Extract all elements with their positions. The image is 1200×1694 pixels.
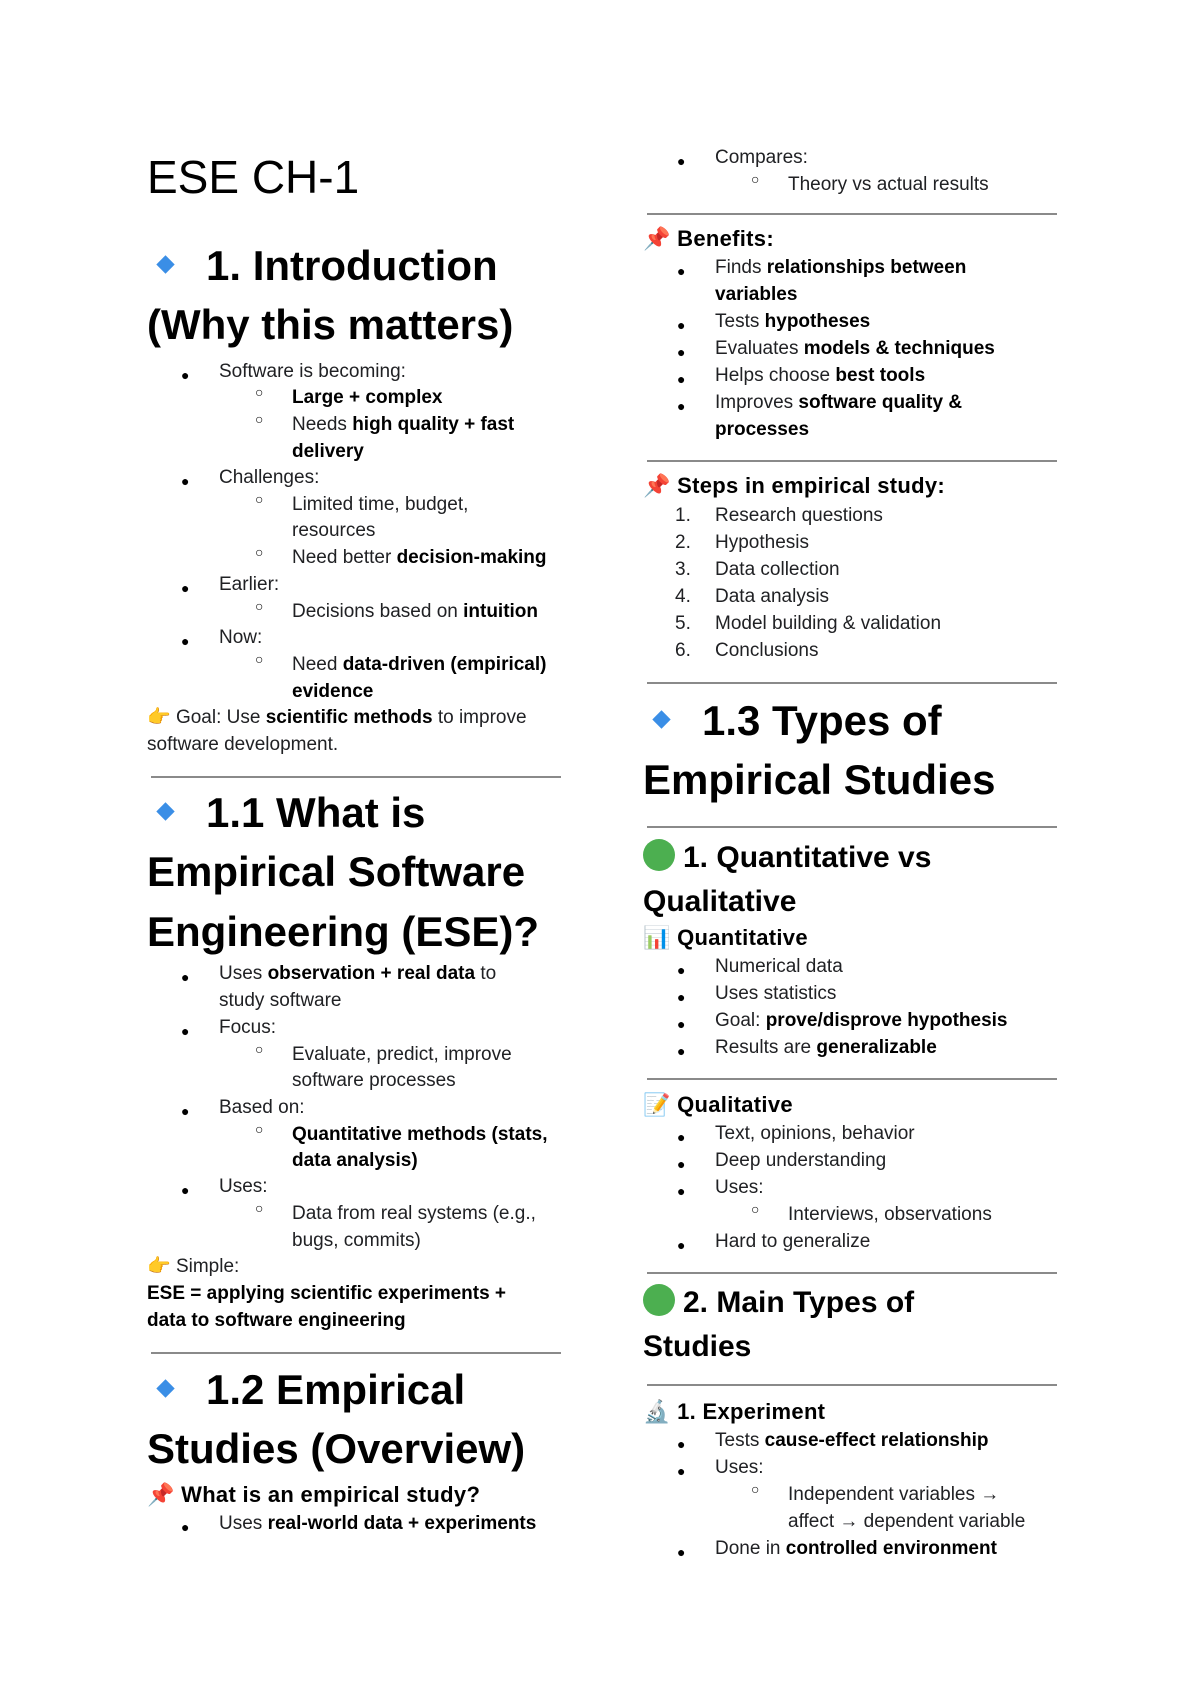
- bullet: ●: [677, 263, 686, 279]
- qual-heading: 📝 Qualitative: [643, 1092, 793, 1118]
- green-circle-icon: [643, 1284, 675, 1316]
- list-item: Limited time, budget,: [292, 494, 469, 515]
- list-item-cont: variables: [715, 284, 798, 305]
- bullet: ●: [181, 473, 190, 489]
- bullet: ●: [677, 1544, 686, 1560]
- main-types-heading-line2: Studies: [643, 1330, 752, 1363]
- divider: [647, 682, 1057, 684]
- bar-chart-icon: 📊: [643, 926, 671, 951]
- list-item: Needs high quality + fast: [292, 414, 515, 435]
- bullet: ●: [677, 1016, 686, 1032]
- step-number: 1.: [675, 505, 691, 526]
- sub-bullet: ○: [751, 1201, 760, 1217]
- bullet: ●: [181, 1023, 190, 1039]
- intro-heading-line2: (Why this matters): [147, 301, 514, 348]
- list-item: Compares:: [715, 147, 808, 168]
- s12-heading-line2: Studies (Overview): [147, 1425, 526, 1472]
- steps-heading: 📌 Steps in empirical study:: [643, 473, 946, 499]
- list-item-cont: study software: [219, 990, 342, 1011]
- s13-heading: 1.3 Types of: [643, 691, 942, 751]
- list-item: Tests hypotheses: [715, 311, 871, 332]
- bullet: ●: [677, 317, 686, 333]
- list-item-cont: affect → dependent variable: [788, 1511, 1026, 1532]
- step-number: 5.: [675, 613, 691, 634]
- list-item-cont: delivery: [292, 441, 364, 462]
- pointing-hand-icon: 👉: [147, 706, 171, 728]
- pushpin-icon: 📌: [147, 1483, 175, 1508]
- step-number: 4.: [675, 586, 691, 607]
- bullet: ●: [181, 1182, 190, 1198]
- bullet: ●: [677, 1463, 686, 1479]
- list-item: Finds relationships between: [715, 257, 967, 278]
- sub-bullet: ○: [255, 411, 264, 427]
- list-item: Theory vs actual results: [788, 174, 989, 195]
- divider: [647, 213, 1057, 215]
- list-item: Evaluates models & techniques: [715, 338, 995, 359]
- list-item: Uses observation + real data to: [219, 963, 497, 984]
- list-item: Need better decision-making: [292, 547, 547, 568]
- sub-bullet: ○: [255, 1121, 264, 1137]
- divider: [647, 826, 1057, 828]
- list-item: Decisions based on intuition: [292, 601, 539, 622]
- divider: [647, 1272, 1057, 1274]
- bullet: ●: [181, 580, 190, 596]
- sub-bullet: ○: [255, 491, 264, 507]
- list-item: Uses:: [715, 1457, 764, 1478]
- goal-text-line2: software development.: [147, 734, 339, 755]
- qv-heading: 1. Quantitative vs: [643, 836, 931, 880]
- pointing-hand-icon: 👉: [147, 1255, 171, 1277]
- list-item: Text, opinions, behavior: [715, 1123, 915, 1144]
- sub-bullet: ○: [255, 544, 264, 560]
- bullet: ●: [181, 969, 190, 985]
- list-item: Data from real systems (e.g.,: [292, 1203, 536, 1224]
- list-item: Done in controlled environment: [715, 1538, 997, 1559]
- sub-bullet: ○: [751, 1481, 760, 1497]
- bullet: ●: [677, 1436, 686, 1452]
- bullet: ●: [677, 371, 686, 387]
- s12-heading: 1.2 Empirical: [147, 1360, 465, 1420]
- list-item: Uses:: [219, 1176, 268, 1197]
- list-item: Hard to generalize: [715, 1231, 871, 1252]
- sub-bullet: ○: [255, 384, 264, 400]
- bullet: ●: [677, 1237, 686, 1253]
- memo-icon: 📝: [643, 1093, 671, 1118]
- s11-heading: 1.1 What is: [147, 783, 425, 843]
- simple-definition: ESE = applying scientific experiments +: [147, 1283, 507, 1304]
- list-item: Earlier:: [219, 574, 280, 595]
- bullet: ●: [181, 1519, 190, 1535]
- step-item: Data collection: [715, 559, 840, 580]
- step-item: Hypothesis: [715, 532, 809, 553]
- benefits-heading: 📌 Benefits:: [643, 226, 774, 252]
- step-item: Research questions: [715, 505, 883, 526]
- list-item: Large + complex: [292, 387, 443, 408]
- microscope-icon: 🔬: [643, 1400, 671, 1425]
- step-number: 2.: [675, 532, 691, 553]
- s13-heading-line2: Empirical Studies: [643, 756, 996, 803]
- divider: [647, 1384, 1057, 1386]
- list-item: Goal: prove/disprove hypothesis: [715, 1010, 1008, 1031]
- list-item-cont: bugs, commits): [292, 1230, 421, 1251]
- list-item-cont: resources: [292, 520, 376, 541]
- bullet: ●: [677, 989, 686, 1005]
- list-item: Evaluate, predict, improve: [292, 1044, 512, 1065]
- diamond-icon: [156, 1380, 174, 1398]
- sub-bullet: ○: [751, 171, 760, 187]
- sub-bullet: ○: [255, 651, 264, 667]
- list-item: Interviews, observations: [788, 1204, 992, 1225]
- step-item: Data analysis: [715, 586, 830, 607]
- bullet: ●: [677, 153, 686, 169]
- divider: [647, 460, 1057, 462]
- sub-bullet: ○: [255, 598, 264, 614]
- bullet: ●: [181, 633, 190, 649]
- bullet: ●: [181, 367, 190, 383]
- sub-bullet: ○: [255, 1200, 264, 1216]
- s11-heading-line3: Engineering (ESE)?: [147, 908, 540, 955]
- list-item: Deep understanding: [715, 1150, 887, 1171]
- green-circle-icon: [643, 839, 675, 871]
- pushpin-icon: 📌: [643, 474, 671, 499]
- divider: [151, 776, 561, 778]
- bullet: ●: [677, 1043, 686, 1059]
- list-item: Uses:: [715, 1177, 764, 1198]
- list-item: Uses real-world data + experiments: [219, 1513, 537, 1534]
- bullet: ●: [677, 1129, 686, 1145]
- bullet: ●: [677, 398, 686, 414]
- list-item: Improves software quality &: [715, 392, 963, 413]
- list-item: Quantitative methods (stats,: [292, 1124, 548, 1145]
- list-item: Now:: [219, 627, 263, 648]
- simple-definition-line2: data to software engineering: [147, 1310, 406, 1331]
- quant-heading: 📊 Quantitative: [643, 925, 808, 951]
- bullet: ●: [677, 1156, 686, 1172]
- list-item: Need data-driven (empirical): [292, 654, 547, 675]
- list-item: Based on:: [219, 1097, 305, 1118]
- page-title: ESE CH-1: [147, 151, 360, 203]
- list-item-cont: software processes: [292, 1070, 456, 1091]
- divider: [647, 1078, 1057, 1080]
- goal-text: 👉 Goal: Use scientific methods to improve: [147, 706, 527, 728]
- list-item: Uses statistics: [715, 983, 837, 1004]
- list-item: Helps choose best tools: [715, 365, 926, 386]
- step-item: Model building & validation: [715, 613, 942, 634]
- qv-heading-line2: Qualitative: [643, 885, 797, 918]
- list-item: Tests cause-effect relationship: [715, 1430, 989, 1451]
- simple-label: 👉 Simple:: [147, 1255, 240, 1277]
- bullet: ●: [677, 962, 686, 978]
- list-item: Numerical data: [715, 956, 843, 977]
- intro-heading: 1. Introduction: [147, 236, 498, 296]
- pushpin-icon: 📌: [643, 227, 671, 252]
- list-item: Focus:: [219, 1017, 277, 1038]
- bullet: ●: [181, 1103, 190, 1119]
- list-item: Independent variables →: [788, 1484, 1000, 1505]
- step-number: 3.: [675, 559, 691, 580]
- list-item-cont: evidence: [292, 681, 374, 702]
- step-number: 6.: [675, 640, 691, 661]
- bullet: ●: [677, 1183, 686, 1199]
- step-item: Conclusions: [715, 640, 819, 661]
- main-types-heading: 2. Main Types of: [643, 1281, 914, 1325]
- diamond-icon: [156, 256, 174, 274]
- experiment-heading: 🔬 1. Experiment: [643, 1399, 826, 1425]
- diamond-icon: [652, 711, 670, 729]
- s12-subheading: 📌 What is an empirical study?: [147, 1482, 481, 1508]
- divider: [151, 1352, 561, 1354]
- diamond-icon: [156, 803, 174, 821]
- list-item-cont: processes: [715, 419, 810, 440]
- s11-heading-line2: Empirical Software: [147, 848, 526, 895]
- list-item-cont: data analysis): [292, 1150, 418, 1171]
- list-item: Software is becoming:: [219, 361, 406, 382]
- list-item: Results are generalizable: [715, 1037, 937, 1058]
- list-item: Challenges:: [219, 467, 320, 488]
- sub-bullet: ○: [255, 1041, 264, 1057]
- bullet: ●: [677, 344, 686, 360]
